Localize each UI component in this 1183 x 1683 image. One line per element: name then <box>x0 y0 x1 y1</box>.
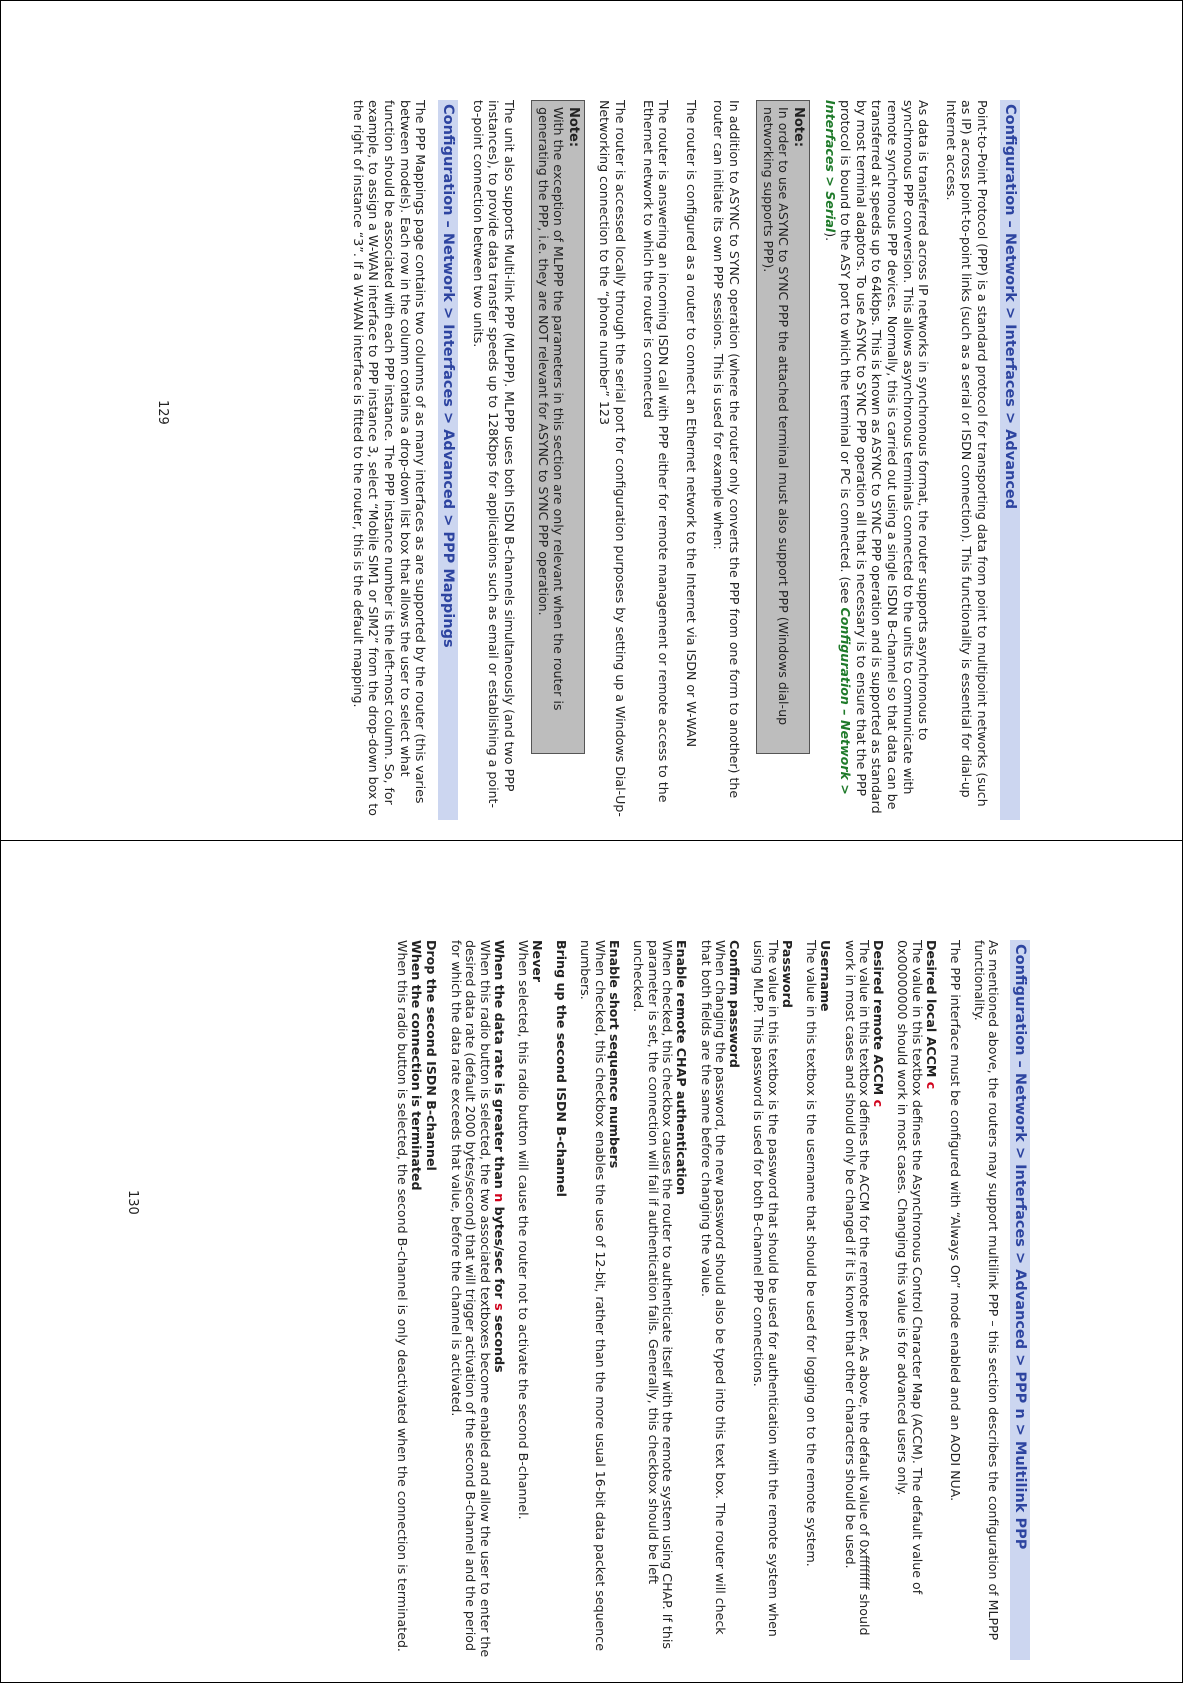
field-title: Never <box>530 940 546 983</box>
see-suffix: ). <box>822 232 838 242</box>
paragraph: As mentioned above, the routers may support multilink PPP – this section describes the configuration of MLPPP functionality. <box>971 940 1001 1641</box>
field-description: When selected, this radio button will cause the router not to activate the second B-channel. <box>516 940 532 1520</box>
field-title: Enable remote CHAP authentication <box>674 940 690 1196</box>
field-description: When changing the password, the new password should also be typed into this text box. The router will check that both fields are the same before changing the value. <box>698 940 728 1635</box>
field-description: When this radio button is selected, the two associated textboxes become enabled and allow the user to enter the desired data rate (default 2000 bytes/second) that will trigger activation of the second B-channel and the period for which the data rate exceeds that value, before the channel is activated. <box>448 940 493 1658</box>
field-title: Username <box>818 940 834 1012</box>
paragraph: The router is accessed locally through the serial port for configuration purposes by setting up a Windows Dial-Up-Networking connection to the “phone number” 123 <box>597 100 629 817</box>
field-title: Bring up the second ISDN B-channel <box>554 940 570 1197</box>
note-text: In order to use ASYNC to SYNC PPP the attached terminal must also support PPP (Windows dial-up networking supports PPP). <box>761 107 792 726</box>
field-title-text: Desired local ACCM <box>923 940 939 1078</box>
page-130 <box>125 940 1030 1660</box>
field-title: Enable short sequence numbers <box>606 940 622 1169</box>
field-title: Confirm password <box>726 940 742 1068</box>
note-box <box>531 100 585 754</box>
variable: c <box>870 1099 886 1108</box>
field-title: Password <box>779 940 795 1008</box>
note-text: With the exception of MLPPP the parameters in this section are only relevant when the router is generating the PPP, i.e. they are NOT relevant for ASYNC to SYNC PPP operation. <box>535 107 566 711</box>
paragraph: In addition to ASYNC to SYNC operation (where the router only converts the PPP from one form to another) the router can initiate its own PPP sessions. This is used for example when: <box>711 100 743 799</box>
cross-reference-link[interactable]: Configuration – Network > Interfaces > Serial <box>822 100 854 795</box>
paragraph: Point-to-Point Protocol (PPP) is a standard protocol for transporting data from point to multipoint networks (such as IP) across point-to-point links (such as a serial or ISDN connection). This functionality is essential for dial-up Internet access. <box>943 100 990 807</box>
field-title <box>492 940 507 1660</box>
note-title: Note: <box>565 107 581 148</box>
field-description: The value in this textbox defines the ACCM for the remote peer. As above, the default value of 0xffffffff should work in most cases and should only be changed if it is known that other characters should be used. <box>842 940 872 1636</box>
field-description: The value in this textbox is the username that should be used for logging on to the remote system. <box>804 940 820 1567</box>
note-title: Note: <box>791 107 807 148</box>
page-number: 130 <box>125 1190 140 1215</box>
field-title: Drop the second ISDN B-channel <box>424 940 440 1171</box>
section-header-ppp-mappings: Configuration – Network > Interfaces > Advanced > PPP Mappings <box>438 100 458 820</box>
page-number: 129 <box>155 400 170 425</box>
field-description: The value in this textbox defines the Asynchronous Control Character Map (ACCM). The default value of 0x00000000 should work in most cases. Changing this value is for advanced users only. <box>895 940 925 1595</box>
paragraph: The PPP interface must be configured with “Always On” mode enabled and an AODI NUA. <box>948 940 964 1502</box>
field-title <box>871 940 886 1660</box>
field-description: The value in this textbox is the password that should be used for authentication with the remote system when using MLPP. This password is used for both B-channel PPP connections. <box>751 940 781 1637</box>
field-title-text: bytes/sec for <box>491 1206 507 1299</box>
note-box <box>756 100 810 754</box>
page-129 <box>155 100 1020 820</box>
see-prefix: (see <box>838 576 854 604</box>
field-description: When this radio button is selected, the second B-channel is only deactivated when the connection is terminated. <box>395 940 411 1652</box>
field-description: When checked, this checkbox enables the use of 12-bit, rather than the more usual 16-bit data packet sequence numbers. <box>578 940 608 1651</box>
paragraph <box>822 100 931 820</box>
field-title-text: seconds <box>491 1314 507 1373</box>
paragraph: The PPP Mappings page contains two columns of as many interfaces as are supported by the router (this varies between models). Each row in the column contains a drop-down list box that allows the user to select what function should be associated with each PPP instance. The PPP instance number is the left-most column. So, for example, to assign a W-WAN interface to PPP instance 3, select “Mobile SIM1 or SIM2” from the drop-down box to the right of instance “3”. If a W-WAN interface is fitted to the router, this is the default mapping. <box>350 100 429 817</box>
field-title-text: Desired remote ACCM <box>870 940 886 1096</box>
field-description: When checked, this checkbox causes the router to authenticate itself with the remote system using CHAP. If this parameter is set, the connection will fail if authentication fails. Generally, this checkbox should be left unchecked. <box>631 940 676 1649</box>
field-title <box>924 940 939 1660</box>
variable: s <box>491 1303 507 1311</box>
section-header-multilink-ppp: Configuration – Network > Interfaces > Advanced > PPP n > Multilink PPP <box>1010 940 1030 1660</box>
paragraph-text: As data is transferred across IP networks in synchronous format, the router supports asynchronous to synchronous PPP conversion. This allows asynchronous terminals connected to the units to communicate with remote synchronous PPP devices. Normally, this is carried out using a single ISDN B-channel so that data can be transferred at speeds up to 64kbps. This is known as ASYNC to SYNC PPP operation and is supported as standard by most terminal adaptors. To use ASYNC to SYNC PPP operation all that is necessary is to ensure that the PPP protocol is bound to the ASY port to which the terminal or PC is connected. <box>838 100 932 814</box>
paragraph: The unit also supports Multi-link PPP (MLPPP). MLPPP uses both ISDN B-channels simultaneously (and two PPP instances), to provide data transfer speeds up to 128Kbps for applications such as email or establishing a point-to-point connection between two units. <box>470 100 517 809</box>
paragraph: The router is answering an incoming ISDN call with PPP either for remote management or remote access to the Ethernet network to which the router is connected <box>640 100 672 803</box>
field-title: When the connection is terminated <box>409 940 425 1191</box>
section-header-advanced: Configuration – Network > Interfaces > Advanced <box>1000 100 1020 820</box>
variable: c <box>923 1081 939 1090</box>
page-divider <box>0 840 1183 841</box>
field-title-text: When the data rate is greater than <box>491 940 507 1189</box>
paragraph: The router is configured as a router to connect an Ethernet network to the Internet via ISDN or W-WAN <box>683 100 699 748</box>
variable: n <box>491 1193 507 1203</box>
